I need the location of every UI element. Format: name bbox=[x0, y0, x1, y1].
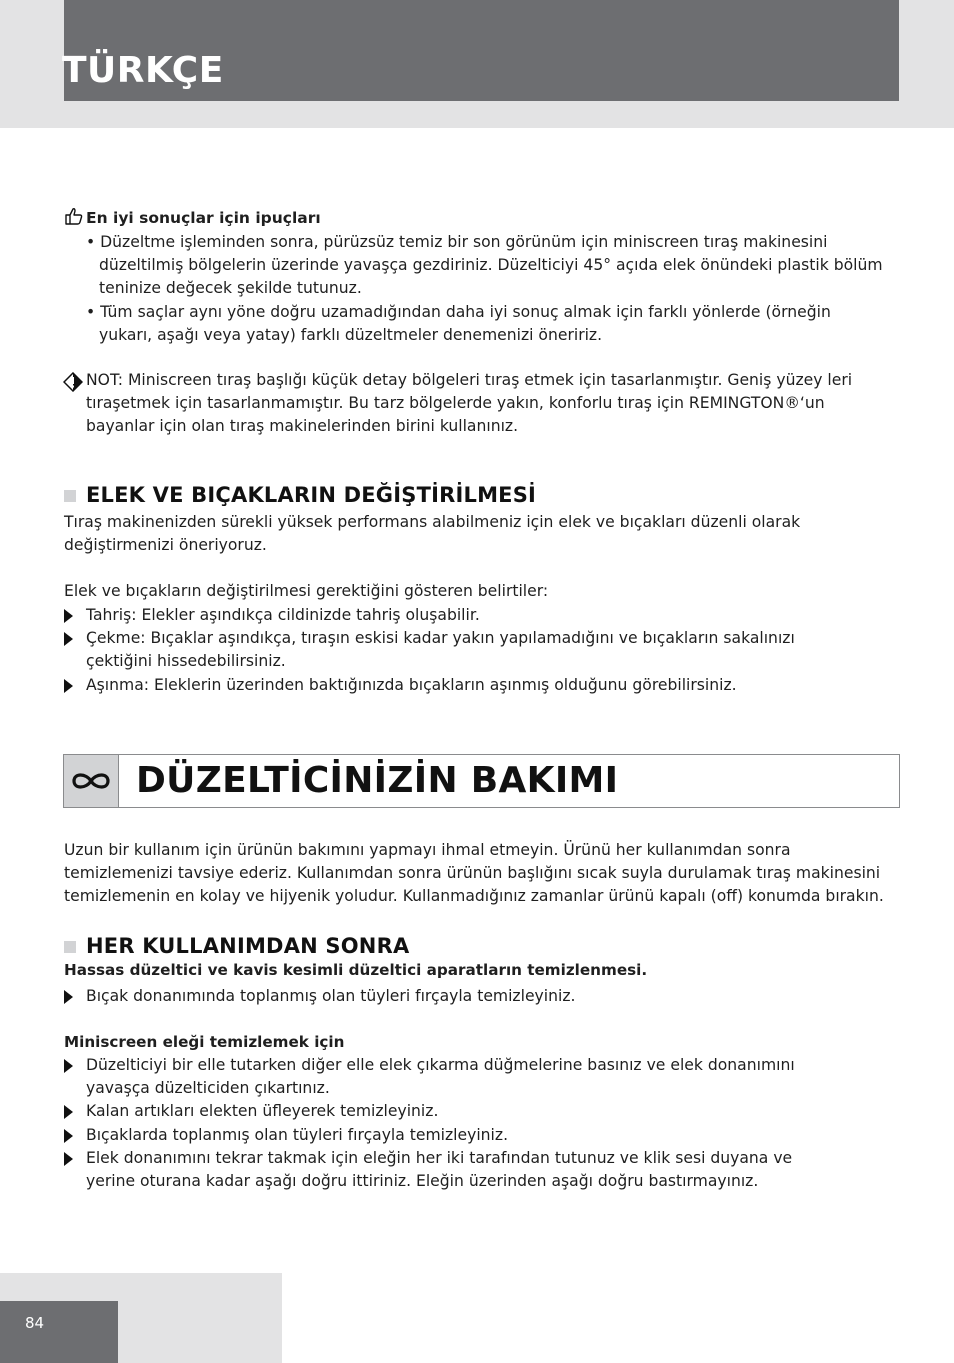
tips-list bbox=[86, 231, 886, 347]
arrow-bullet-icon bbox=[64, 1105, 73, 1119]
arrow-bullet-icon bbox=[64, 632, 73, 646]
page-number: 84 bbox=[25, 1314, 45, 1332]
arrow-bullet-icon bbox=[64, 990, 73, 1004]
list-item: Bıçaklarda toplanmış olan tüyleri fırçayla temizleyiniz. bbox=[64, 1124, 804, 1147]
note-text: NOT: Miniscreen tıraş başlığı küçük detay bölgeleri tıraş etmek için tasarlanmıştır. Geniş yüzey leri tıraşetmek için tasarlanmamıştır. Bu tarz bölgelerde yakın, konforlu tıraş için REMINGTON®‘un bayanlar için olan tıraş makinelerinden birini kullanınız. bbox=[86, 371, 853, 436]
thumbs-up-icon bbox=[63, 205, 85, 227]
arrow-bullet-icon bbox=[64, 1152, 73, 1166]
list-item: Düzelticiyi bir elle tutarken diğer elle elek çıkarma düğmelerine basınız ve elek donanımını yavaşça düzelticiden çıkartınız. bbox=[64, 1054, 804, 1100]
after-use-heading: HER KULLANIMDAN SONRA bbox=[86, 934, 410, 958]
miniscreen-heading: Miniscreen eleği temizlemek için bbox=[64, 1033, 345, 1051]
replace-signs-list bbox=[64, 604, 804, 697]
warning-diamond-icon bbox=[63, 372, 83, 392]
list-item: Kalan artıkları elekten üfleyerek temizleyiniz. bbox=[64, 1100, 804, 1123]
list-item: Çekme: Bıçaklar aşındıkça, tıraşın eskisi kadar yakın yapılamadığını ve bıçakların sakalınızı çektiğini hissedebilirsiniz. bbox=[64, 627, 804, 673]
tip-item: • Tüm saçlar aynı yöne doğru uzamadığından daha iyi sonuç almak için farklı yönlerde (örneğin yukarı, aşağı veya yatay) farklı düzeltmeler denemenizi öneririz. bbox=[86, 302, 831, 344]
list-item: Bıçak donanımında toplanmış olan tüyleri fırçayla temizleyiniz. bbox=[64, 985, 884, 1008]
section-bullet-square bbox=[64, 490, 76, 502]
miniscreen-steps bbox=[64, 1054, 804, 1193]
arrow-bullet-icon bbox=[64, 679, 73, 693]
care-section-title: DÜZELTİCİNİZİN BAKIMI bbox=[136, 760, 619, 801]
infinity-icon bbox=[64, 755, 119, 807]
after-use-subheading: Hassas düzeltici ve kavis kesimli düzeltici aparatların temizlenmesi. bbox=[64, 961, 648, 979]
replace-intro: Tıraş makinenizden sürekli yüksek performans alabilmeniz için elek ve bıçakları düzenli olarak değiştirmenizi öneriyoruz. bbox=[64, 513, 801, 555]
tip-item: • Düzeltme işleminden sonra, pürüzsüz temiz bir son görünüm için miniscreen tıraş makinesini düzeltilmiş bölgelerin üzerinde yavaşça gezdiriniz. Düzelticiyi 45° açıda elek önündeki plastik bölüm teninize değecek şekilde tutunuz. bbox=[86, 233, 883, 298]
replace-signs-intro: Elek ve bıçakların değiştirilmesi gerektiğini gösteren belirtiler: bbox=[64, 582, 549, 600]
replace-heading: ELEK VE BIÇAKLARIN DEĞİŞTİRİLMESİ bbox=[86, 483, 537, 507]
after-use-steps bbox=[64, 985, 884, 1008]
section-bullet-square bbox=[64, 941, 76, 953]
care-intro: Uzun bir kullanım için ürünün bakımını yapmayı ihmal etmeyin. Ürünü her kullanımdan sonra temizlemenizi tavsiye ederiz. Kullanımdan sonra ürünün başlığını sıcak suyla durulamak tıraş makinesini temizlemenin en kolay ve hijyenik yoludur. Kullanmadığınız zamanlar ürünü kapalı (off) konumda bırakın. bbox=[64, 841, 884, 906]
arrow-bullet-icon bbox=[64, 1059, 73, 1073]
list-item: Elek donanımını tekrar takmak için eleğin her iki tarafından tutunuz ve klik sesi duyana ve yerine oturana kadar aşağı doğru ittiriniz. Eleğin üzerinden aşağı doğru bastırmayınız. bbox=[64, 1147, 804, 1193]
list-item: Tahriş: Elekler aşındıkça cildinizde tahriş oluşabilir. bbox=[64, 604, 804, 627]
care-section-header bbox=[63, 754, 900, 808]
tips-heading: En iyi sonuçlar için ipuçları bbox=[86, 209, 321, 227]
page-number-box bbox=[0, 1301, 118, 1363]
language-title: TÜRKÇE bbox=[62, 50, 224, 91]
list-item: Aşınma: Eleklerin üzerinden baktığınızda bıçakların aşınmış olduğunu görebilirsiniz. bbox=[64, 674, 804, 697]
arrow-bullet-icon bbox=[64, 609, 73, 623]
arrow-bullet-icon bbox=[64, 1129, 73, 1143]
